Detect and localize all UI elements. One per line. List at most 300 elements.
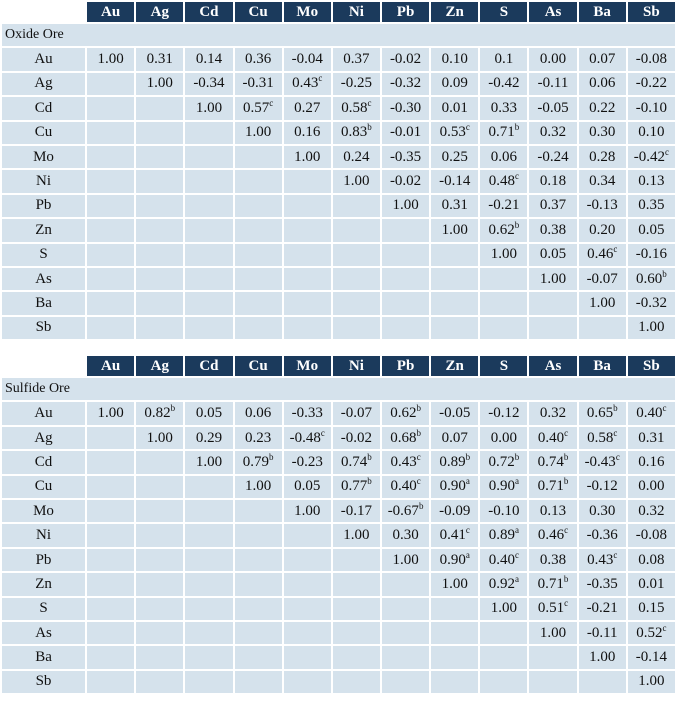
- row-label: Ni: [2, 170, 85, 192]
- table-cell: [431, 622, 478, 644]
- table-cell: [431, 598, 478, 620]
- table-cell: [579, 97, 626, 119]
- table-cell: [529, 476, 576, 498]
- row-label: Cd: [2, 451, 85, 473]
- table-cell: [235, 476, 282, 498]
- cell-value: 1.00: [97, 51, 124, 68]
- row-label: As: [2, 622, 85, 644]
- cell-value: 0.62: [390, 405, 417, 422]
- cell-value: 0.05: [195, 405, 223, 422]
- significance-marker: b: [170, 403, 176, 414]
- table-cell: [87, 427, 134, 449]
- table-cell: [136, 524, 183, 546]
- table-cell: [284, 73, 331, 95]
- cell-value: 0.36: [244, 51, 272, 68]
- row-label: Cd: [2, 97, 85, 119]
- table-cell: [382, 427, 429, 449]
- cell-value: -0.33: [291, 405, 323, 422]
- cell-value: 0.01: [638, 575, 665, 592]
- cell-value: 0.29: [195, 429, 223, 446]
- column-header: Sb: [628, 2, 675, 22]
- cell-value: 1.00: [392, 551, 419, 568]
- significance-marker: c: [564, 427, 569, 438]
- cell-value: -0.10: [488, 502, 520, 519]
- significance-marker: b: [465, 451, 471, 462]
- significance-marker: a: [515, 476, 519, 487]
- table-cell: [529, 73, 576, 95]
- table-cell: [185, 219, 232, 241]
- cell-value: 0.40: [390, 478, 417, 495]
- table-cell: [235, 122, 282, 144]
- table-cell: [529, 97, 576, 119]
- cell-value: 0.01: [441, 99, 468, 116]
- column-header: As: [529, 2, 576, 22]
- cell-value: -0.12: [586, 478, 618, 495]
- table-cell: [480, 170, 527, 192]
- table-cell: [579, 195, 626, 217]
- table-cell: [628, 500, 675, 522]
- significance-marker: c: [613, 549, 618, 560]
- cell-value: 0.31: [146, 51, 173, 68]
- cell-value: 0.06: [589, 75, 616, 92]
- cell-value: 0.06: [244, 405, 272, 422]
- significance-marker: c: [615, 451, 620, 462]
- table-cell: [628, 73, 675, 95]
- table-row: [2, 476, 675, 498]
- cell-value: 0.68: [390, 429, 417, 446]
- cell-value: 0.51: [537, 600, 565, 617]
- table-cell: [235, 48, 282, 70]
- row-label: Au: [2, 48, 85, 70]
- table-cell: [431, 292, 478, 314]
- section-label: Oxide Ore: [2, 24, 675, 46]
- cell-value: 0.33: [490, 99, 517, 116]
- table-cell: [382, 671, 429, 693]
- table-cell: [136, 598, 183, 620]
- row-label: Ag: [2, 73, 85, 95]
- significance-marker: b: [418, 500, 424, 511]
- column-header: Cu: [235, 2, 282, 22]
- table-cell: [87, 598, 134, 620]
- table-cell: [628, 402, 675, 424]
- cell-value: -0.09: [439, 502, 471, 519]
- cell-value: 0.05: [294, 478, 321, 495]
- cell-value: -0.35: [389, 148, 422, 165]
- table-cell: [480, 671, 527, 693]
- section-row: [2, 24, 675, 46]
- cell-value: 0.30: [589, 124, 616, 141]
- table-cell: [628, 476, 675, 498]
- table-cell: [628, 598, 675, 620]
- cell-value: 1.00: [343, 173, 370, 190]
- table-row: [2, 622, 675, 644]
- table-cell: [480, 646, 527, 668]
- table-cell: [87, 573, 134, 595]
- cell-value: 1.00: [294, 502, 321, 519]
- table-cell: [529, 244, 576, 266]
- table-cell: [579, 292, 626, 314]
- cell-value: -0.35: [586, 575, 618, 592]
- table-cell: [480, 122, 527, 144]
- cell-value: -0.48: [289, 429, 321, 446]
- cell-value: 1.00: [589, 649, 616, 666]
- table-cell: [579, 268, 626, 290]
- table-cell: [87, 476, 134, 498]
- table-cell: [333, 244, 380, 266]
- row-label: Pb: [2, 195, 85, 217]
- table-cell: [431, 268, 478, 290]
- table-cell: [529, 122, 576, 144]
- column-header: Au: [87, 356, 134, 376]
- table-cell: [136, 427, 183, 449]
- table-cell: [529, 292, 576, 314]
- column-header: Ag: [136, 356, 183, 376]
- table-cell: [382, 573, 429, 595]
- table-cell: [235, 500, 282, 522]
- table-cell: [87, 195, 134, 217]
- table-cell: [628, 622, 675, 644]
- table-cell: [529, 219, 576, 241]
- table-cell: [480, 317, 527, 339]
- significance-marker: a: [515, 525, 519, 536]
- table-cell: [382, 97, 429, 119]
- table-cell: [185, 122, 232, 144]
- table-cell: [185, 573, 232, 595]
- table-cell: [579, 170, 626, 192]
- table-cell: [235, 671, 282, 693]
- cell-value: 0.62: [488, 221, 515, 238]
- cell-value: 0.40: [488, 551, 515, 568]
- table-cell: [87, 122, 134, 144]
- cell-value: -0.16: [635, 246, 667, 263]
- table-cell: [136, 622, 183, 644]
- table-cell: [628, 646, 675, 668]
- header-corner: [2, 356, 85, 376]
- row-label: Ni: [2, 524, 85, 546]
- table-cell: [480, 476, 527, 498]
- table-cell: [333, 549, 380, 571]
- cell-value: 1.00: [441, 575, 468, 592]
- table-cell: [529, 524, 576, 546]
- table-cell: [333, 73, 380, 95]
- table-cell: [235, 146, 282, 168]
- cell-value: 0.74: [341, 453, 368, 470]
- table-cell: [480, 268, 527, 290]
- significance-marker: c: [564, 598, 569, 609]
- table-cell: [529, 573, 576, 595]
- cell-value: 0.14: [195, 51, 223, 68]
- cell-value: 0.72: [488, 453, 515, 470]
- cell-value: 0.46: [587, 246, 614, 263]
- table-cell: [431, 500, 478, 522]
- cell-value: 0.37: [343, 51, 370, 68]
- table-cell: [284, 219, 331, 241]
- significance-marker: b: [416, 403, 421, 414]
- cell-value: 0.79: [242, 453, 269, 470]
- cell-value: 0.05: [638, 221, 665, 238]
- cell-value: 0.15: [638, 600, 665, 617]
- cell-value: 0.38: [539, 221, 567, 238]
- table-cell: [480, 219, 527, 241]
- table-cell: [333, 427, 380, 449]
- table-cell: [136, 48, 183, 70]
- column-header: Ni: [333, 2, 380, 22]
- table-cell: [284, 573, 331, 595]
- table-cell: [382, 244, 429, 266]
- cell-value: 0.09: [441, 75, 468, 92]
- table-cell: [480, 427, 527, 449]
- row-label: Ag: [2, 427, 85, 449]
- cell-value: 0.43: [587, 551, 614, 568]
- header-row: [2, 356, 675, 376]
- table-cell: [382, 646, 429, 668]
- table-cell: [628, 48, 675, 70]
- table-cell: [579, 402, 626, 424]
- table-cell: [579, 671, 626, 693]
- table-cell: [579, 451, 626, 473]
- column-header: Cd: [185, 356, 232, 376]
- table-cell: [382, 598, 429, 620]
- column-header: Zn: [431, 356, 478, 376]
- table-cell: [333, 500, 380, 522]
- table-cell: [185, 292, 232, 314]
- cell-value: 0.27: [294, 99, 321, 116]
- cell-value: 1.00: [539, 270, 567, 287]
- table-cell: [529, 500, 576, 522]
- table-cell: [480, 500, 527, 522]
- table-cell: [284, 97, 331, 119]
- cell-value: 0.35: [638, 197, 665, 214]
- table-cell: [136, 244, 183, 266]
- table-cell: [529, 598, 576, 620]
- table-cell: [136, 671, 183, 693]
- significance-marker: b: [563, 573, 569, 584]
- cell-value: 0.71: [537, 575, 564, 592]
- cell-value: -0.24: [537, 148, 569, 165]
- table-cell: [333, 524, 380, 546]
- table-cell: [628, 549, 675, 571]
- table-row: [2, 646, 675, 668]
- cell-value: -0.14: [635, 649, 667, 666]
- row-label: Cu: [2, 476, 85, 498]
- table-cell: [235, 292, 282, 314]
- table-cell: [185, 476, 232, 498]
- row-label: Zn: [2, 573, 85, 595]
- table-row: [2, 48, 675, 70]
- significance-marker: c: [465, 122, 470, 133]
- cell-value: 0.25: [441, 148, 468, 165]
- table-cell: [284, 48, 331, 70]
- column-header: Sb: [628, 356, 675, 376]
- cell-value: -0.07: [586, 270, 618, 287]
- table-cell: [382, 524, 429, 546]
- table-cell: [579, 500, 626, 522]
- cell-value: 0.20: [589, 221, 616, 238]
- table-cell: [87, 500, 134, 522]
- table-cell: [480, 573, 527, 595]
- significance-marker: a: [515, 573, 519, 584]
- table-cell: [136, 292, 183, 314]
- table-cell: [235, 622, 282, 644]
- cell-value: 0.90: [439, 551, 466, 568]
- column-header: Cd: [185, 2, 232, 22]
- table-cell: [382, 402, 429, 424]
- column-header: Au: [87, 2, 134, 22]
- significance-marker: c: [367, 97, 372, 108]
- table-cell: [579, 476, 626, 498]
- table-cell: [382, 146, 429, 168]
- header-row: [2, 2, 675, 22]
- table-cell: [431, 170, 478, 192]
- significance-marker: b: [367, 122, 372, 133]
- cell-value: 0.38: [539, 551, 567, 568]
- table-cell: [235, 427, 282, 449]
- table-cell: [333, 122, 380, 144]
- cell-value: 1.00: [343, 527, 370, 544]
- cell-value: 0.77: [341, 478, 368, 495]
- table-cell: [579, 146, 626, 168]
- cell-value: -0.67: [387, 502, 419, 519]
- table-cell: [382, 122, 429, 144]
- table-cell: [284, 451, 331, 473]
- cell-value: 0.28: [589, 148, 616, 165]
- column-header: Pb: [382, 356, 429, 376]
- cell-value: 0.22: [589, 99, 616, 116]
- cell-value: 0.74: [537, 453, 564, 470]
- cell-value: 0.90: [488, 478, 515, 495]
- table-cell: [480, 146, 527, 168]
- cell-value: 0.65: [586, 405, 614, 422]
- cell-value: 0.41: [439, 527, 466, 544]
- table-cell: [628, 451, 675, 473]
- table-spacer: [0, 341, 677, 354]
- table-row: [2, 671, 675, 693]
- table-cell: [284, 146, 331, 168]
- table-cell: [579, 122, 626, 144]
- column-header: Ni: [333, 356, 380, 376]
- cell-value: 1.00: [146, 429, 173, 446]
- table-cell: [529, 646, 576, 668]
- table-cell: [431, 671, 478, 693]
- significance-marker: b: [514, 122, 520, 133]
- cell-value: -0.10: [635, 99, 667, 116]
- table-row: [2, 402, 675, 424]
- cell-value: 0.71: [537, 478, 564, 495]
- column-header: Ba: [579, 2, 626, 22]
- table-cell: [284, 671, 331, 693]
- cell-value: 1.00: [589, 294, 616, 311]
- table-cell: [136, 573, 183, 595]
- table-cell: [284, 524, 331, 546]
- table-cell: [431, 646, 478, 668]
- cell-value: 0.06: [490, 148, 517, 165]
- cell-value: 0.31: [638, 429, 665, 446]
- table-cell: [87, 317, 134, 339]
- cell-value: 0.40: [636, 405, 663, 422]
- column-header: Ba: [579, 356, 626, 376]
- table-cell: [579, 524, 626, 546]
- cell-value: 0.13: [539, 502, 567, 519]
- table-cell: [579, 549, 626, 571]
- cell-value: 1.00: [638, 673, 665, 690]
- table-cell: [235, 402, 282, 424]
- cell-value: -0.08: [635, 51, 667, 68]
- cell-value: 0.31: [441, 197, 468, 214]
- table-cell: [136, 122, 183, 144]
- table-cell: [480, 195, 527, 217]
- column-header: S: [480, 356, 527, 376]
- table-cell: [185, 317, 232, 339]
- table-cell: [87, 73, 134, 95]
- row-label: Ba: [2, 292, 85, 314]
- table-row: [2, 451, 675, 473]
- column-header: Ag: [136, 2, 183, 22]
- table-cell: [628, 427, 675, 449]
- significance-marker: b: [367, 476, 372, 487]
- table-cell: [431, 73, 478, 95]
- significance-marker: c: [515, 171, 519, 182]
- table-cell: [87, 524, 134, 546]
- table-cell: [136, 317, 183, 339]
- table-cell: [136, 73, 183, 95]
- table-cell: [235, 598, 282, 620]
- cell-value: 0.89: [488, 527, 515, 544]
- table-cell: [382, 170, 429, 192]
- significance-marker: b: [514, 451, 520, 462]
- table-cell: [235, 317, 282, 339]
- cell-value: 0.43: [292, 75, 319, 92]
- table-cell: [235, 73, 282, 95]
- significance-marker: c: [269, 97, 274, 108]
- cell-value: 0.16: [294, 124, 321, 141]
- table-cell: [480, 598, 527, 620]
- table-cell: [579, 573, 626, 595]
- table-cell: [284, 427, 331, 449]
- table-row: [2, 573, 675, 595]
- table-cell: [628, 671, 675, 693]
- row-label: Mo: [2, 500, 85, 522]
- significance-marker: c: [662, 622, 667, 633]
- cell-value: -0.36: [586, 527, 618, 544]
- table-cell: [382, 268, 429, 290]
- cell-value: -0.02: [340, 429, 373, 446]
- table-cell: [185, 671, 232, 693]
- table-cell: [480, 402, 527, 424]
- cell-value: 1.00: [441, 221, 468, 238]
- table-cell: [628, 146, 675, 168]
- significance-marker: a: [465, 476, 470, 487]
- table-cell: [579, 219, 626, 241]
- row-label: S: [2, 244, 85, 266]
- table-cell: [431, 451, 478, 473]
- correlation-table: [0, 0, 677, 341]
- significance-marker: a: [465, 549, 470, 560]
- table-cell: [87, 402, 134, 424]
- cell-value: -0.02: [389, 173, 422, 190]
- table-cell: [284, 244, 331, 266]
- table-row: [2, 244, 675, 266]
- table-cell: [480, 622, 527, 644]
- table-cell: [284, 195, 331, 217]
- table-cell: [529, 427, 576, 449]
- cell-value: 0.48: [488, 173, 515, 190]
- table-cell: [235, 244, 282, 266]
- table-cell: [529, 402, 576, 424]
- cell-value: -0.12: [488, 405, 520, 422]
- table-cell: [628, 292, 675, 314]
- table-cell: [628, 122, 675, 144]
- cell-value: 0.05: [539, 246, 567, 263]
